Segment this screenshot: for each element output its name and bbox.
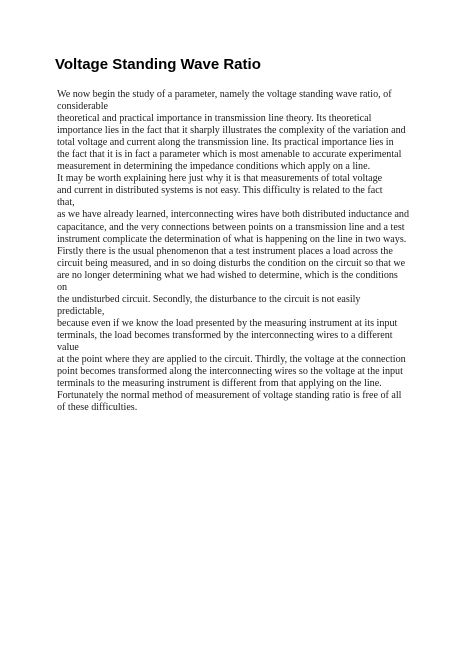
text-line: circuit being measured, and in so doing disturbs the condition on the circuit so that we <box>57 257 406 269</box>
text-line: predictable, <box>57 305 105 317</box>
text-line: Fortunately the normal method of measurement of voltage standing ratio is free of all <box>57 390 402 402</box>
document-body <box>57 89 462 414</box>
text-line: It may be worth explaining here just why it is that measurements of total voltage <box>57 173 383 185</box>
text-line: the fact that it is in fact a parameter which is most amenable to accurate experimental <box>57 149 402 161</box>
text-line: that, <box>57 197 75 209</box>
text-line: on <box>57 281 68 293</box>
text-line: terminals to the measuring instrument is different from that applying on the line. <box>57 378 382 390</box>
text-line: and current in distributed systems is not easy. This difficulty is related to the fact <box>57 185 383 197</box>
text-line: as we have already learned, interconnecting wires have both distributed inductance and <box>57 209 410 221</box>
text-line: considerable <box>57 101 109 113</box>
text-line: importance lies in the fact that it sharply illustrates the complexity of the variation and <box>57 125 406 137</box>
text-line: are no longer determining what we had wished to determine, which is the conditions <box>57 269 398 281</box>
document-title: Voltage Standing Wave Ratio <box>55 56 261 73</box>
text-line: theoretical and practical importance in transmission line theory. Its theoretical <box>57 113 372 125</box>
text-line: of these difficulties. <box>57 402 138 414</box>
text-line: at the point where they are applied to the circuit. Thirdly, the voltage at the connection <box>57 354 406 366</box>
text-line: total voltage and current along the transmission line. Its practical importance lies in <box>57 137 394 149</box>
text-line: measurement in determining the impedance conditions which apply on a line. <box>57 161 371 173</box>
text-line: Firstly there is the usual phenomenon that a test instrument places a load across the <box>57 245 393 257</box>
text-line: because even if we know the load presented by the measuring instrument at its input <box>57 317 398 329</box>
text-line: the undisturbed circuit. Secondly, the disturbance to the circuit is not easily <box>57 293 361 305</box>
text-line: instrument complicate the determination of what is happening on the line in two ways. <box>57 233 407 245</box>
text-line: capacitance, and the very connections between points on a transmission line and a test <box>57 221 405 233</box>
text-line: point becomes transformed along the interconnecting wires so the voltage at the input <box>57 366 403 378</box>
text-line: We now begin the study of a parameter, namely the voltage standing wave ratio, of <box>57 89 392 100</box>
text-line: terminals, the load becomes transformed by the interconnecting wires to a different <box>57 329 393 341</box>
text-line: value <box>57 341 79 353</box>
